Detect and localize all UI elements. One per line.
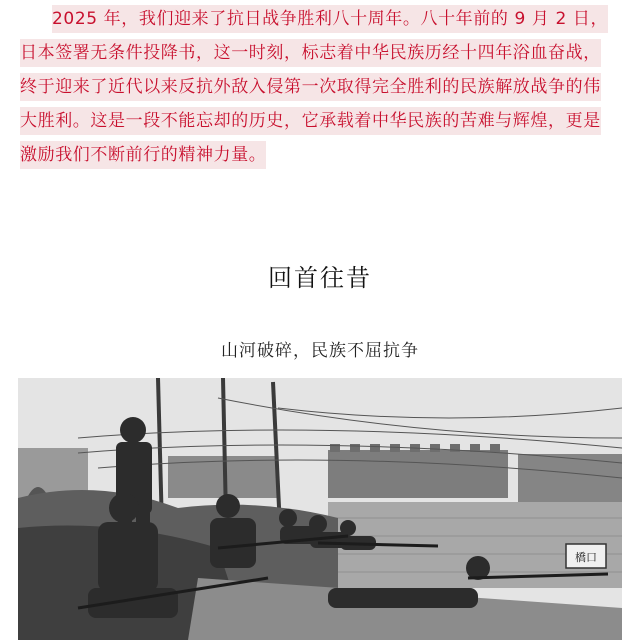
section-title: 回首往昔 xyxy=(268,264,372,292)
intro-line: 大胜利。这是一段不能忘却的历史，它承载着中华民族的苦难与辉煌，更是 xyxy=(20,102,620,136)
photo-caption: 山河破碎，民族不屈抗争 xyxy=(221,341,419,361)
intro-line: 激励我们不断前行的精神力量。 xyxy=(20,136,620,170)
wall-sign: 橋口 xyxy=(575,551,597,564)
historical-photo xyxy=(18,378,622,640)
intro-line: 2025 年，我们迎来了抗日战争胜利八十周年。八十年前的 9 月 2 日， xyxy=(20,0,620,34)
intro-paragraph xyxy=(20,0,620,170)
intro-line: 日本签署无条件投降书，这一时刻，标志着中华民族历经十四年浴血奋战， xyxy=(20,34,620,68)
intro-line: 终于迎来了近代以来反抗外敌入侵第一次取得完全胜利的民族解放战争的伟 xyxy=(20,68,620,102)
